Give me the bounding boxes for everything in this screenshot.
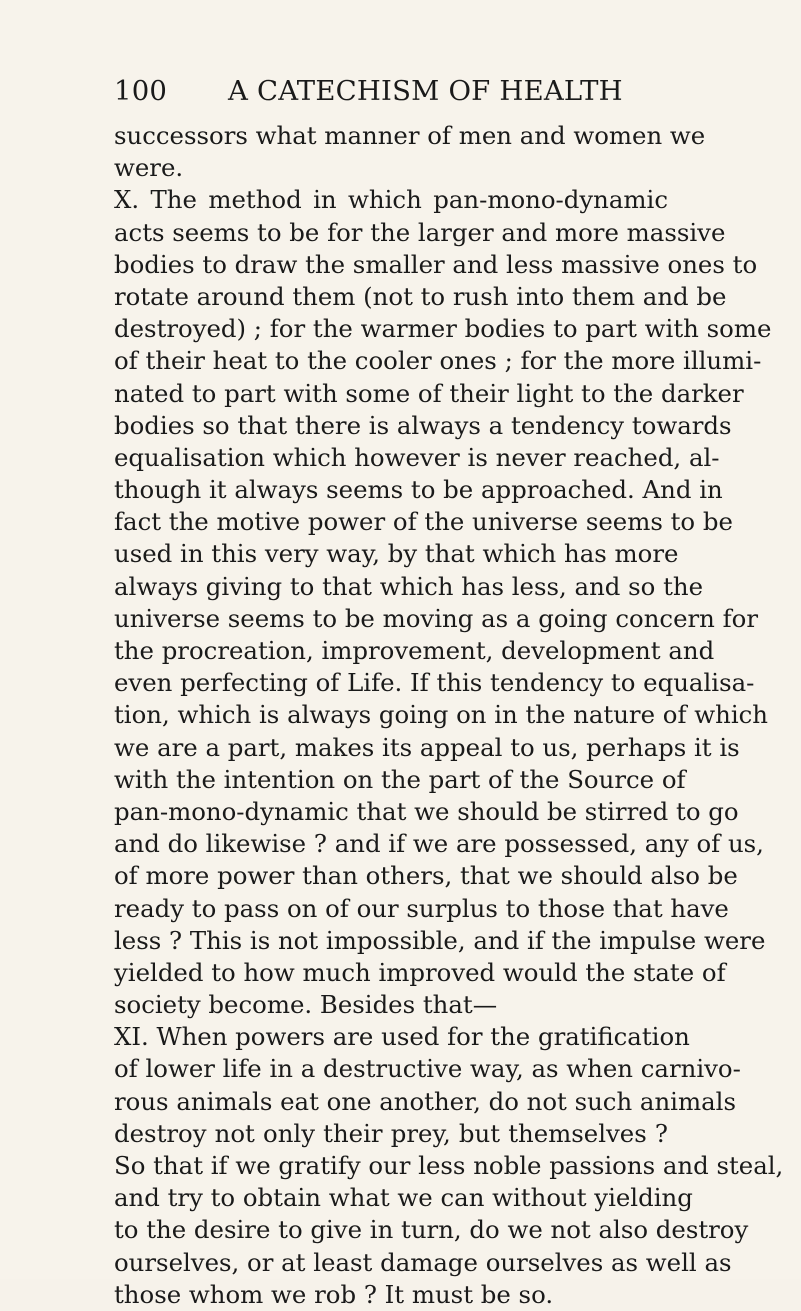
text-line: destroyed) ; for the warmer bodies to part with some <box>114 314 772 344</box>
text-line: rous animals eat one another, do not such animals <box>114 1086 736 1116</box>
text-line: with the intention on the part of the Source of <box>114 764 686 794</box>
text-line: society become. Besides that— <box>114 990 498 1020</box>
text-line: bodies to draw the smaller and less massive ones to <box>114 249 758 279</box>
text-line: rotate around them (not to rush into them and be <box>114 281 727 311</box>
text-line: always giving to that which has less, and so the <box>114 571 704 601</box>
text-line: though it always seems to be approached. And in <box>114 475 723 505</box>
text-line: of their heat to the cooler ones ; for the more illumi- <box>114 346 762 376</box>
text-line: acts seems to be for the larger and more massive <box>114 217 726 247</box>
text-line: were. <box>114 153 184 183</box>
page-number: 100 <box>114 75 168 107</box>
text-line: yielded to how much improved would the state of <box>114 957 726 987</box>
text-line: universe seems to be moving as a going concern for <box>114 603 759 633</box>
text-line: of lower life in a destructive way, as when carnivo- <box>114 1054 741 1084</box>
body-text <box>114 120 784 1311</box>
text-line: bodies so that there is always a tendency towards <box>114 410 732 440</box>
text-line: pan-mono-dynamic that we should be stirred to go <box>114 796 739 826</box>
text-line: ready to pass on of our surplus to those that have <box>114 893 729 923</box>
text-line: those whom we rob ? It must be so. <box>114 1279 554 1309</box>
text-line: equalisation which however is never reached, al- <box>114 442 720 472</box>
text-line: So that if we gratify our less noble passions and steal, <box>114 1151 784 1180</box>
text-line: X. The method in which pan-mono-dynamic <box>114 185 668 215</box>
text-line: nated to part with some of their light to the darker <box>114 378 744 408</box>
text-line: XI. When powers are used for the gratification <box>114 1022 690 1052</box>
text-line: destroy not only their prey, but themselves ? <box>114 1118 668 1148</box>
text-line: ourselves, or at least damage ourselves as well as <box>114 1247 732 1277</box>
running-head <box>114 75 674 115</box>
text-line: tion, which is always going on in the nature of which <box>114 700 768 730</box>
running-title: A CATECHISM OF HEALTH <box>228 75 623 107</box>
text-line: successors what manner of men and women we <box>114 121 706 150</box>
text-line: used in this very way, by that which has more <box>114 539 679 569</box>
text-line: to the desire to give in turn, do we not also destroy <box>114 1215 749 1245</box>
text-line: and try to obtain what we can without yielding <box>114 1183 693 1213</box>
text-line: the procreation, improvement, development and <box>114 636 715 665</box>
text-line: fact the motive power of the universe seems to be <box>114 507 733 537</box>
text-line: even perfecting of Life. If this tendency to equalisa- <box>114 668 755 698</box>
text-line: and do likewise ? and if we are possessed, any of us, <box>114 829 764 859</box>
text-line: less ? This is not impossible, and if the impulse were <box>114 925 766 955</box>
text-line: of more power than others, that we should also be <box>114 861 738 891</box>
text-line: we are a part, makes its appeal to us, perhaps it is <box>114 732 740 762</box>
